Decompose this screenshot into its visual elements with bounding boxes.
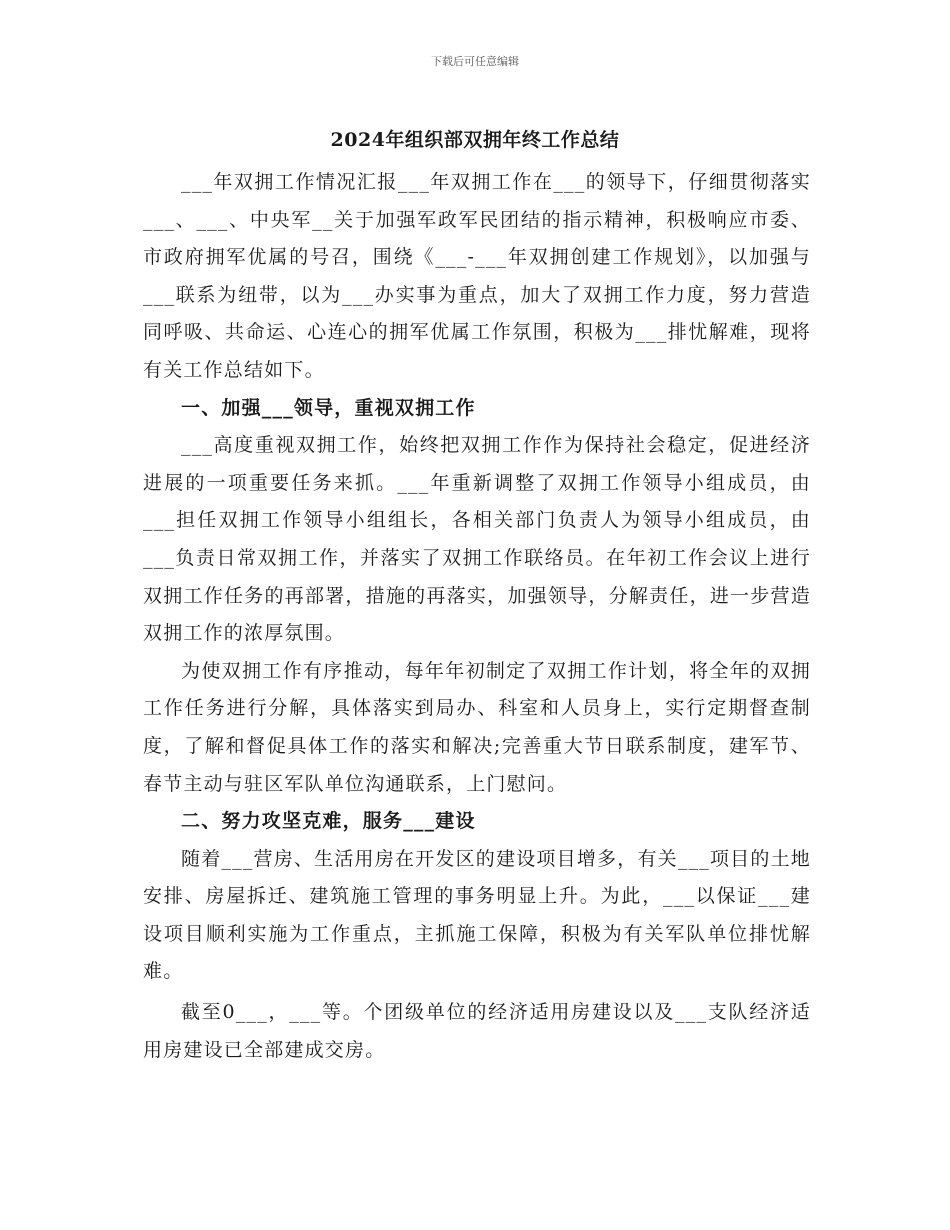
section-heading-1: 一、加强___领导，重视双拥工作 <box>181 396 476 419</box>
paragraph-housing: 截至0___，___等。个团级单位的经济适用房建设以及___支队经济适用房建设已全部建成交房。 <box>143 1001 811 1061</box>
intro-paragraph: ___年双拥工作情况汇报___年双拥工作在___的领导下，仔细贯彻落实___、___、中央军__关于加强军政军民团结的指示精神，积极响应市委、市政府拥军优属的号召，围绕《___-___年双拥创建工作规划》，以加强与___联系为纽带，以为___办实事为重点，加大了双拥工作力度，努力营造同呼吸、共命运、心连心的拥军优属工作氛围，积极为___排忧解难，现将有关工作总结如下。 <box>143 171 811 381</box>
document-title: 2024年组织部双拥年终工作总结 <box>330 129 620 151</box>
paragraph-construction: 随着___营房、生活用房在开发区的建设项目增多，有关___项目的土地安排、房屋拆迁、建筑施工管理的事务明显上升。为此，___以保证___建设项目顺利实施为工作重点，主抓施工保障，积极为有关军队单位排忧解难。 <box>143 847 811 983</box>
paragraph-plan: 为使双拥工作有序推动，每年年初制定了双拥工作计划，将全年的双拥工作任务进行分解，具体落实到局办、科室和人员身上，实行定期督查制度，了解和督促具体工作的落实和解决;完善重大节日联系制度，建军节、春节主动与驻区军队单位沟通联系，上门慰问。 <box>143 659 811 795</box>
document-body <box>143 164 811 1069</box>
section-heading-2: 二、努力攻坚克难，服务___建设 <box>181 810 476 833</box>
paragraph-leadership: ___高度重视双拥工作，始终把双拥工作作为保持社会稳定，促进经济进展的一项重要任务来抓。___年重新调整了双拥工作领导小组成员，由___担任双拥工作领导小组组长，各相关部门负责人为领导小组成员，由___负责日常双拥工作，并落实了双拥工作联络员。在年初工作会议上进行双拥工作任务的再部署，措施的再落实，加强领导，分解责任，进一步营造双拥工作的浓厚氛围。 <box>143 434 811 645</box>
header-note: 下载后可任意编辑 <box>431 55 519 68</box>
